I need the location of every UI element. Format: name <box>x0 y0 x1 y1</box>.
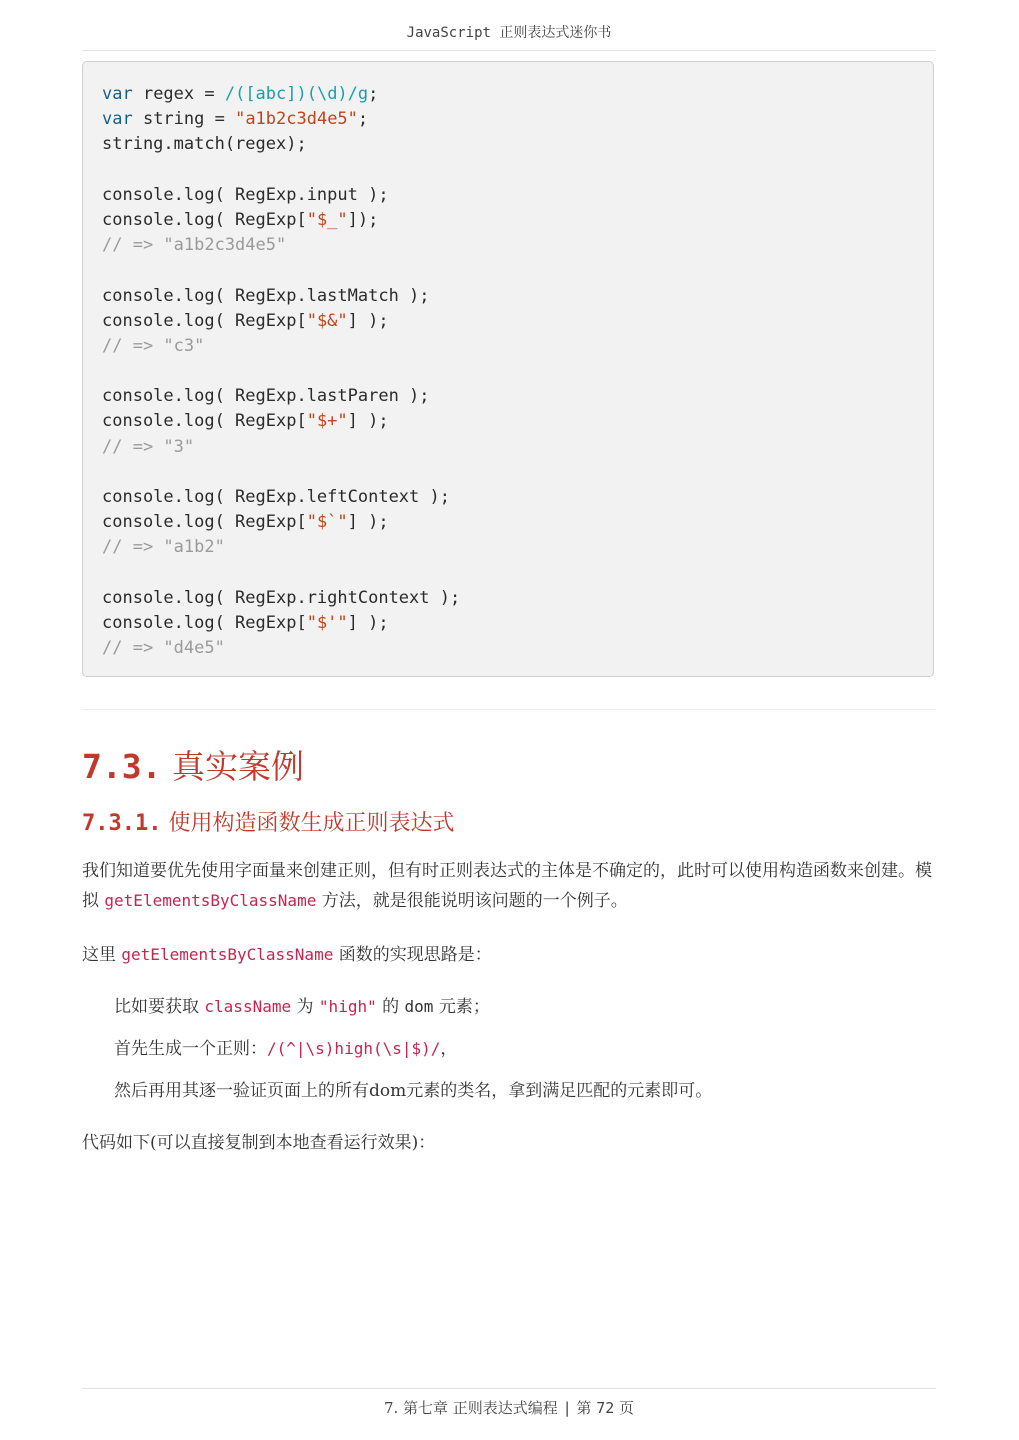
code-line <box>102 208 460 233</box>
text: 为 <box>291 997 319 1017</box>
code-text: ] ); <box>347 512 389 533</box>
code-text: console.log( RegExp.input ); <box>102 184 389 205</box>
code-keyword: var <box>102 84 133 104</box>
quote-line-1 <box>114 992 934 1022</box>
code-line <box>102 485 460 510</box>
header-divider <box>82 50 936 51</box>
code-line <box>102 460 460 485</box>
code-string: "$_" <box>306 209 348 230</box>
code-content <box>102 82 460 661</box>
code-line <box>102 636 460 661</box>
code-text: string.match(regex); <box>102 134 307 155</box>
code-string: "$'" <box>306 612 348 633</box>
running-footer <box>82 1397 936 1418</box>
footer-separator: | <box>562 1399 572 1417</box>
code-block <box>82 61 934 677</box>
code-line <box>102 183 460 208</box>
code-line <box>102 510 460 535</box>
text: 函数的实现思路是： <box>333 945 492 965</box>
text: 方法，就是很能说明该问题的一个例子。 <box>316 891 628 911</box>
code-text: console.log( RegExp[ <box>102 310 307 331</box>
code-line <box>102 284 460 309</box>
code-text: ; <box>368 84 379 104</box>
code-text: console.log( RegExp.leftContext ); <box>102 487 450 507</box>
code-line <box>102 611 460 636</box>
code-string: "$&" <box>306 310 348 331</box>
code-comment: // => "a1b2c3d4e5" <box>102 235 287 256</box>
code-text: console.log( RegExp[ <box>102 209 307 230</box>
code-line <box>102 132 460 157</box>
inline-code: getElementsByClassName <box>104 891 317 910</box>
subsection-number: 7.3.1. <box>82 811 162 836</box>
section-heading <box>82 744 304 790</box>
code-line <box>102 586 460 611</box>
quote-line-3: 然后再用其逐一验证页面上的所有dom元素的类名，拿到满足匹配的元素即可。 <box>114 1081 713 1101</box>
code-string: "$`" <box>306 512 348 533</box>
quote-line-2 <box>114 1034 934 1064</box>
text: dom <box>404 997 434 1016</box>
code-line <box>102 384 460 409</box>
code-line <box>102 233 460 258</box>
text: 这里 <box>82 945 122 965</box>
section-number: 7.3. <box>82 747 162 786</box>
code-comment: // => "d4e5" <box>102 638 225 659</box>
inline-code: className <box>204 997 292 1016</box>
code-line <box>102 535 460 560</box>
text: 首先生成一个正则： <box>114 1039 267 1059</box>
code-line <box>102 82 460 107</box>
code-text: console.log( RegExp.rightContext ); <box>102 587 461 608</box>
footer-page-prefix: 第 <box>576 1399 592 1417</box>
code-line <box>102 435 460 460</box>
footer-page-number: 72 <box>596 1399 615 1417</box>
code-text: console.log( RegExp.lastMatch ); <box>102 285 430 306</box>
code-line <box>102 334 460 359</box>
code-line <box>102 409 460 434</box>
paragraph-code-intro: 代码如下(可以直接复制到本地查看运行效果)： <box>82 1133 436 1153</box>
paragraph-intro <box>82 856 936 916</box>
code-line <box>102 561 460 586</box>
code-text: ] ); <box>347 310 389 331</box>
code-text: ; <box>357 109 369 130</box>
code-text: console.log( RegExp.lastParen ); <box>102 386 430 407</box>
inline-code: "high" <box>318 997 377 1016</box>
code-string: "$+" <box>306 411 348 432</box>
code-keyword: var <box>102 109 133 130</box>
code-line <box>102 258 460 283</box>
code-line <box>102 359 460 384</box>
running-header: JavaScript 正则表达式迷你书 <box>406 25 612 41</box>
code-comment: // => "3" <box>102 436 195 457</box>
code-regex: /([abc])(\d)/g <box>224 84 369 104</box>
text: 我们知道要优先使用字面量来创建正则，但有时正则表达式的主体是不确定的，此时可以使用构造函数来创建。模拟 <box>82 861 932 911</box>
text: ， <box>440 1039 458 1059</box>
code-text: console.log( RegExp[ <box>102 612 307 633</box>
text: 的 <box>376 997 405 1017</box>
code-text: ]); <box>347 209 379 230</box>
code-comment: // => "a1b2" <box>102 537 225 558</box>
footer-chapter: 7. 第七章 正则表达式编程 <box>383 1399 558 1417</box>
text: 元素； <box>433 997 490 1017</box>
text: 比如要获取 <box>114 997 205 1017</box>
section-title: 真实案例 <box>171 747 304 786</box>
footer-page-suffix: 页 <box>619 1399 635 1417</box>
code-line <box>102 158 460 183</box>
code-text: ] ); <box>347 612 389 633</box>
subsection-title: 使用构造函数生成正则表达式 <box>168 811 455 836</box>
inline-code: getElementsByClassName <box>121 945 334 964</box>
code-string: "a1b2c3d4e5" <box>235 109 358 130</box>
subsection-heading <box>82 808 455 840</box>
code-text: string = <box>132 109 236 130</box>
code-comment: // => "c3" <box>102 335 205 356</box>
code-text: ] ); <box>347 411 389 432</box>
paragraph-approach <box>82 940 936 970</box>
code-line <box>102 107 460 132</box>
inline-code: /(^|\s)high(\s|$)/ <box>267 1039 441 1058</box>
code-text: regex = <box>132 84 225 104</box>
footer-divider <box>82 1388 936 1389</box>
code-text: console.log( RegExp[ <box>102 512 307 533</box>
section-divider <box>82 709 936 710</box>
code-text: console.log( RegExp[ <box>102 411 307 432</box>
code-line <box>102 309 460 334</box>
